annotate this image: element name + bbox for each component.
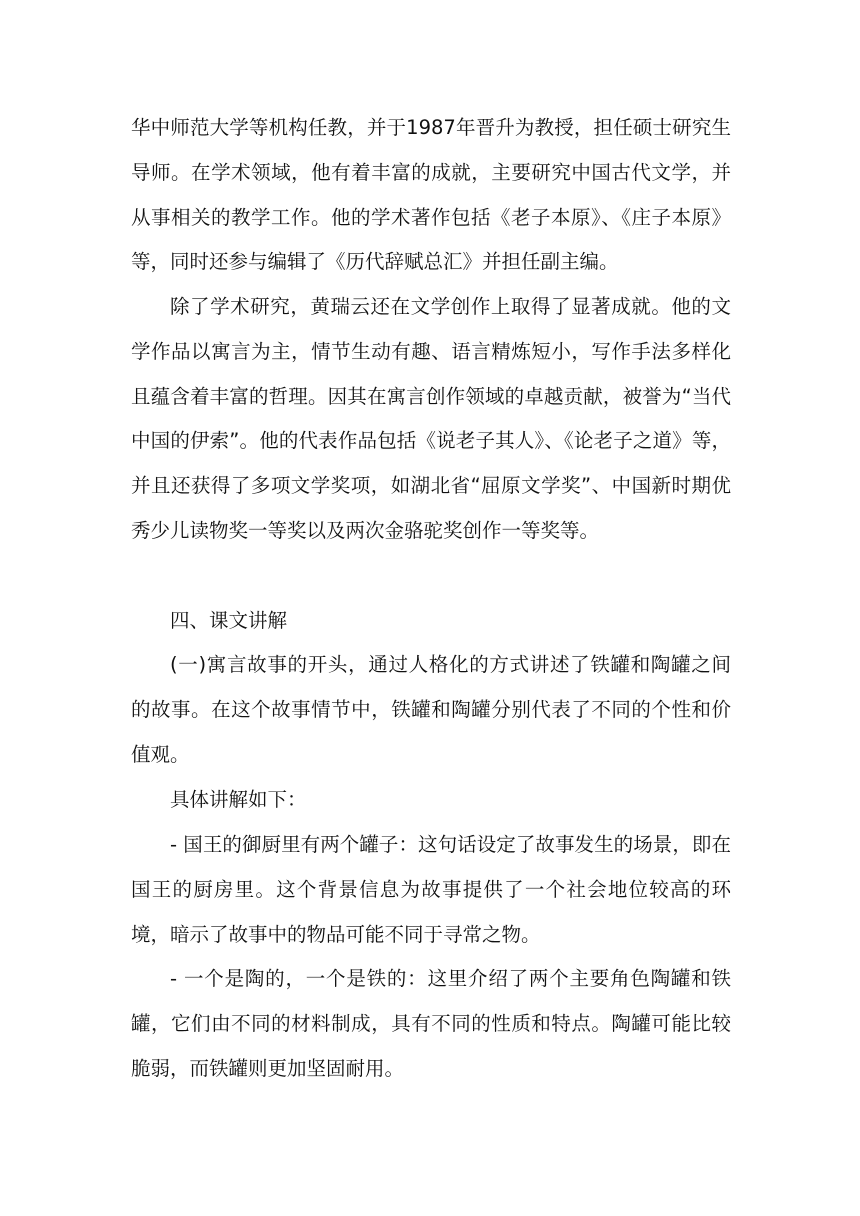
paragraph-text: 华中师范大学等机构任教，并于1987年晋升为教授，担任硕士研究生导师。在学术领域，他有着丰富的成就，主要研究中国古代文学，并从事相关的教学工作。他的学术著作包括《老子本原》、《庄子本原》等，同时还参与编辑了《历代辞赋总汇》并担任副主编。 [131, 116, 731, 274]
paragraph-text: 具体讲解如下： [170, 788, 307, 811]
list-item-text: - 国王的御厨里有两个罐子：这句话设定了故事发生的场景，即在国王的厨房里。这个背景信息为故事提供了一个社会地位较高的环境，暗示了故事中的物品可能不同于寻常之物。 [131, 833, 731, 946]
paragraph-text: (一)寓言故事的开头，通过人格化的方式讲述了铁罐和陶罐之间的故事。在这个故事情节中，铁罐和陶罐分别代表了不同的个性和价值观。 [131, 653, 731, 766]
list-item-text: - 一个是陶的，一个是铁的：这里介绍了两个主要角色陶罐和铁罐，它们由不同的材料制成，具有不同的性质和特点。陶罐可能比较脆弱，而铁罐则更加坚固耐用。 [131, 967, 731, 1080]
paragraph-story-opening [131, 643, 731, 777]
section-heading-text: 四、课文讲解 [170, 609, 288, 632]
section-heading [131, 599, 731, 644]
list-item-materials [131, 957, 731, 1091]
paragraph-author-career [131, 106, 731, 285]
paragraph-explanation-intro [131, 778, 731, 823]
paragraph-text: 除了学术研究，黄瑞云还在文学创作上取得了显著成就。他的文学作品以寓言为主，情节生动有趣、语言精炼短小，写作手法多样化且蕴含着丰富的哲理。因其在寓言创作领域的卓越贡献，被誉为“当代中国的伊索”。他的代表作品包括《说老子其人》、《论老子之道》等，并且还获得了多项文学奖项，如湖北省“屈原文学奖”、中国新时期优秀少儿读物奖一等奖以及两次金骆驼奖创作一等奖等。 [131, 295, 731, 542]
paragraph-literary-achievements [131, 285, 731, 554]
list-item-kitchen [131, 823, 731, 957]
